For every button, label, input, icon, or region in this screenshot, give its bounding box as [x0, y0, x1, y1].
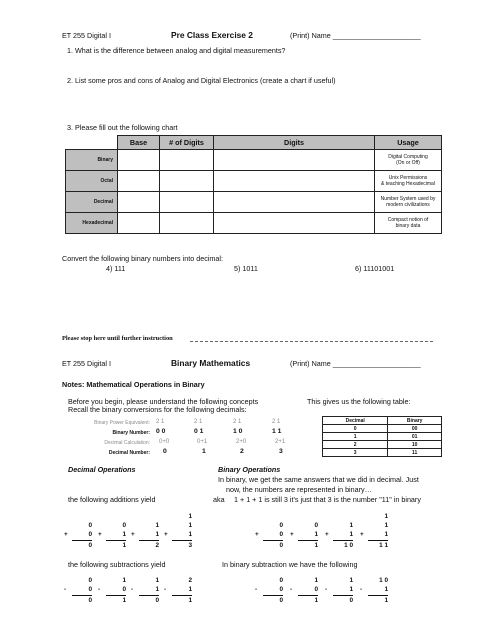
decimal-value: 2	[240, 448, 244, 455]
calc-value: 2+1	[275, 439, 286, 445]
add-yield-text: the following additions yield	[68, 495, 156, 504]
bottom-operand: 1	[384, 531, 388, 538]
top-operand: 1	[155, 577, 159, 584]
conv-header-decimal: Decimal	[323, 417, 388, 425]
carry-digit: 1	[188, 513, 192, 520]
conv-header-binary: Binary	[388, 417, 442, 425]
name-field-label: (Print) Name ______________________	[290, 31, 421, 40]
top-operand: 0	[88, 522, 92, 529]
binary-value: 0 1	[194, 428, 204, 435]
addition-problem	[255, 512, 283, 550]
top-operand: 0	[88, 577, 92, 584]
cell-base[interactable]	[118, 150, 160, 171]
bottom-operand-row	[98, 585, 126, 594]
result: 0	[349, 597, 353, 604]
power-label: Binary Power Equivalent:	[94, 420, 150, 426]
bottom-operand-row	[164, 530, 192, 539]
convert-prompt: Convert the following binary numbers into decimal:	[62, 254, 223, 263]
result: 3	[188, 542, 192, 549]
bottom-operand-row	[164, 585, 192, 594]
binary-value: 0 0	[156, 428, 166, 435]
cell-digits[interactable]	[214, 171, 375, 192]
cell-num-digits[interactable]	[160, 150, 214, 171]
table-intro: This gives us the following table:	[307, 397, 411, 406]
table-row	[66, 213, 442, 234]
usage-line: Unix Permissions	[388, 175, 428, 181]
plus-sign: +	[255, 531, 259, 538]
result: 1	[188, 597, 192, 604]
bottom-operand: 1	[384, 586, 388, 593]
bottom-operand-row	[290, 585, 318, 594]
bottom-operand-row	[98, 530, 126, 539]
cell-num-digits[interactable]	[160, 213, 214, 234]
page-title: Pre Class Exercise 2	[171, 30, 253, 40]
plus-sign: +	[290, 531, 294, 538]
decimal-value: 3	[279, 448, 283, 455]
bottom-operand-row	[325, 585, 353, 594]
minus-sign: -	[360, 586, 363, 593]
carry-digit	[298, 512, 318, 521]
question-1: 1. What is the difference between analog and digital measurements?	[67, 46, 286, 55]
power-value: 2 1	[156, 419, 165, 425]
cell-base[interactable]	[118, 171, 160, 192]
result: 0	[88, 542, 92, 549]
usage-line: modern civilizations	[386, 202, 430, 208]
question-3: 3. Please fill out the following chart	[67, 123, 178, 132]
bottom-operand: 1	[155, 531, 159, 538]
top-operand: 1	[188, 522, 192, 529]
top-operand: 1	[155, 522, 159, 529]
minus-sign: -	[98, 586, 101, 593]
row-label-binary: Binary	[66, 150, 118, 171]
top-operand: 0	[279, 522, 283, 529]
result: 1	[314, 542, 318, 549]
power-value: 2 1	[194, 419, 203, 425]
subtraction-problem	[255, 576, 283, 605]
subtraction-problem	[131, 576, 159, 605]
binary-sub-text: In binary subtraction we have the following	[222, 560, 358, 569]
table-row	[66, 150, 442, 171]
binary-ops-text-2: now, the numbers are represented in binary…	[226, 485, 372, 494]
conv-cell: 00	[388, 425, 442, 433]
bottom-operand: 1	[188, 531, 192, 538]
power-value: 2 1	[233, 419, 242, 425]
plus-sign: +	[98, 531, 102, 538]
bottom-operand: 1	[122, 531, 126, 538]
result: 1 1	[379, 542, 388, 549]
course-label: ET 255 Digital I	[62, 31, 112, 40]
convert-item-6: 6) 11101001	[355, 264, 395, 273]
carry-digit	[72, 512, 92, 521]
cell-num-digits[interactable]	[160, 192, 214, 213]
convert-item-5: 5) 1011	[234, 264, 258, 273]
calc-value: 0+1	[197, 439, 208, 445]
addition-problem	[325, 512, 353, 550]
decimal-ops-heading: Decimal Operations	[68, 465, 136, 474]
minus-sign: -	[290, 586, 293, 593]
minus-sign: -	[255, 586, 258, 593]
usage-line: binary data	[395, 223, 421, 229]
bottom-operand: 0	[88, 531, 92, 538]
header-base: Base	[118, 136, 160, 150]
bottom-operand: 0	[279, 586, 283, 593]
cell-digits[interactable]	[214, 192, 375, 213]
cell-digits[interactable]	[214, 213, 375, 234]
result: 1	[384, 597, 388, 604]
top-operand: 1	[314, 577, 318, 584]
stop-instruction: Please stop here until further instruction	[62, 335, 173, 342]
header-usage: Usage	[375, 136, 442, 150]
calc-value: 0+0	[159, 439, 170, 445]
corner-cell	[66, 136, 118, 150]
minus-sign: -	[164, 586, 167, 593]
plus-sign: +	[64, 531, 68, 538]
table-row	[66, 192, 442, 213]
cell-usage	[375, 213, 442, 234]
top-operand: 1	[122, 577, 126, 584]
header-digits: Digits	[214, 136, 375, 150]
top-operand: 2	[188, 577, 192, 584]
convert-item-4: 4) 111	[106, 264, 126, 273]
top-operand: 0	[122, 522, 126, 529]
conversion-table	[322, 416, 442, 457]
notes-line-1: Before you begin, please understand the following concepts	[68, 397, 259, 406]
carry-digit	[263, 512, 283, 521]
table-row	[323, 449, 442, 457]
decimal-label: Decimal Number:	[108, 450, 150, 456]
table-row	[323, 441, 442, 449]
bottom-operand: 0	[314, 586, 318, 593]
top-operand: 1	[384, 522, 388, 529]
conv-cell: 0	[323, 425, 388, 433]
name-field-label-2: (Print) Name ______________________	[290, 359, 421, 368]
conv-cell: 11	[388, 449, 442, 457]
bottom-operand-row	[131, 585, 159, 594]
bottom-operand-row	[64, 585, 92, 594]
result: 1	[314, 597, 318, 604]
cell-usage	[375, 192, 442, 213]
subtraction-problem	[164, 576, 192, 605]
top-operand: 1	[349, 577, 353, 584]
bottom-operand-row	[360, 530, 388, 539]
result: 1	[122, 542, 126, 549]
decimal-value: 1	[202, 448, 206, 455]
section-title: Binary Mathematics	[171, 358, 251, 368]
carry-digit: 1	[384, 513, 388, 520]
binary-value: 1 0	[233, 428, 243, 435]
table-row	[66, 171, 442, 192]
notes-heading: Notes: Mathematical Operations in Binary	[62, 380, 205, 389]
minus-sign: -	[64, 586, 67, 593]
result: 0	[88, 597, 92, 604]
top-operand: 0	[279, 577, 283, 584]
result: 0	[155, 597, 159, 604]
power-value: 2 1	[272, 419, 281, 425]
cell-num-digits[interactable]	[160, 171, 214, 192]
usage-line: & teaching Hexadecimal	[381, 181, 435, 187]
calc-value: 2+0	[236, 439, 247, 445]
conv-cell: 01	[388, 433, 442, 441]
bottom-operand-row	[131, 530, 159, 539]
carry-digit	[139, 512, 159, 521]
aka-label: aka	[213, 495, 225, 504]
addition-problem	[360, 512, 388, 550]
decimal-value: 0	[163, 448, 167, 455]
usage-line: Digital Computing	[388, 154, 428, 160]
conv-cell: 10	[388, 441, 442, 449]
result: 0	[279, 542, 283, 549]
row-label-octal: Octal	[66, 171, 118, 192]
conv-cell: 2	[323, 441, 388, 449]
bottom-operand: 1	[188, 586, 192, 593]
plus-sign: +	[164, 531, 168, 538]
top-operand: 1	[349, 522, 353, 529]
top-operand: 0	[314, 522, 318, 529]
number-systems-chart	[65, 135, 442, 234]
bottom-operand-row	[255, 530, 283, 539]
subtraction-problem	[360, 576, 388, 605]
question-2: 2. List some pros and cons of Analog and Digital Electronics (create a chart if useful)	[67, 76, 336, 85]
bottom-operand-row	[360, 585, 388, 594]
bottom-operand-row	[255, 585, 283, 594]
carry-digit	[333, 512, 353, 521]
course-label-2: ET 255 Digital I	[62, 359, 112, 368]
bottom-operand: 1	[314, 531, 318, 538]
binary-label: Binary Number:	[112, 430, 150, 436]
bottom-operand: 1	[349, 586, 353, 593]
result: 0	[279, 597, 283, 604]
calc-label: Decimal Calculation:	[104, 440, 150, 446]
bottom-operand-row	[325, 530, 353, 539]
cell-digits[interactable]	[214, 150, 375, 171]
addition-problem	[290, 512, 318, 550]
table-row	[323, 425, 442, 433]
minus-sign: -	[131, 586, 134, 593]
result: 1 0	[344, 542, 353, 549]
top-operand: 1 0	[379, 577, 388, 584]
usage-line: Number System used by	[380, 196, 436, 202]
subtraction-problem	[64, 576, 92, 605]
cell-usage	[375, 150, 442, 171]
sub-yield-text: the following subtractions yield	[68, 560, 166, 569]
plus-sign: +	[131, 531, 135, 538]
row-label-decimal: Decimal	[66, 192, 118, 213]
binary-ops-text-1: In binary, we get the same answers that we did in decimal. Just	[218, 475, 419, 484]
addition-problem	[131, 512, 159, 550]
usage-line: (On or Off)	[396, 160, 420, 166]
conv-cell: 3	[323, 449, 388, 457]
subtraction-problem	[98, 576, 126, 605]
addition-problem	[164, 512, 192, 550]
notes-line-2: Recall the binary conversions for the following decimals:	[68, 405, 247, 414]
subtraction-problem	[325, 576, 353, 605]
table-row	[323, 433, 442, 441]
aka-text: 1 + 1 + 1 is still 3 it's just that 3 is the number "11" in binary	[234, 495, 421, 504]
result: 1	[122, 597, 126, 604]
result: 2	[155, 542, 159, 549]
plus-sign: +	[360, 531, 364, 538]
bottom-operand: 0	[122, 586, 126, 593]
minus-sign: -	[325, 586, 328, 593]
bottom-operand: 0	[279, 531, 283, 538]
addition-problem	[64, 512, 92, 550]
carry-digit	[106, 512, 126, 521]
subtraction-problem	[290, 576, 318, 605]
addition-problem	[98, 512, 126, 550]
stop-rule	[190, 341, 433, 342]
conv-cell: 1	[323, 433, 388, 441]
bottom-operand-row	[290, 530, 318, 539]
usage-line: Compact notion of	[387, 217, 429, 223]
row-label-hexadecimal: Hexadecimal	[66, 213, 118, 234]
binary-value: 1 1	[272, 428, 282, 435]
cell-base[interactable]	[118, 192, 160, 213]
bottom-operand-row	[64, 530, 92, 539]
binary-ops-heading: Binary Operations	[218, 465, 281, 474]
cell-usage	[375, 171, 442, 192]
bottom-operand: 0	[88, 586, 92, 593]
header-num-digits: # of Digits	[160, 136, 214, 150]
cell-base[interactable]	[118, 213, 160, 234]
bottom-operand: 1	[349, 531, 353, 538]
plus-sign: +	[325, 531, 329, 538]
bottom-operand: 1	[155, 586, 159, 593]
